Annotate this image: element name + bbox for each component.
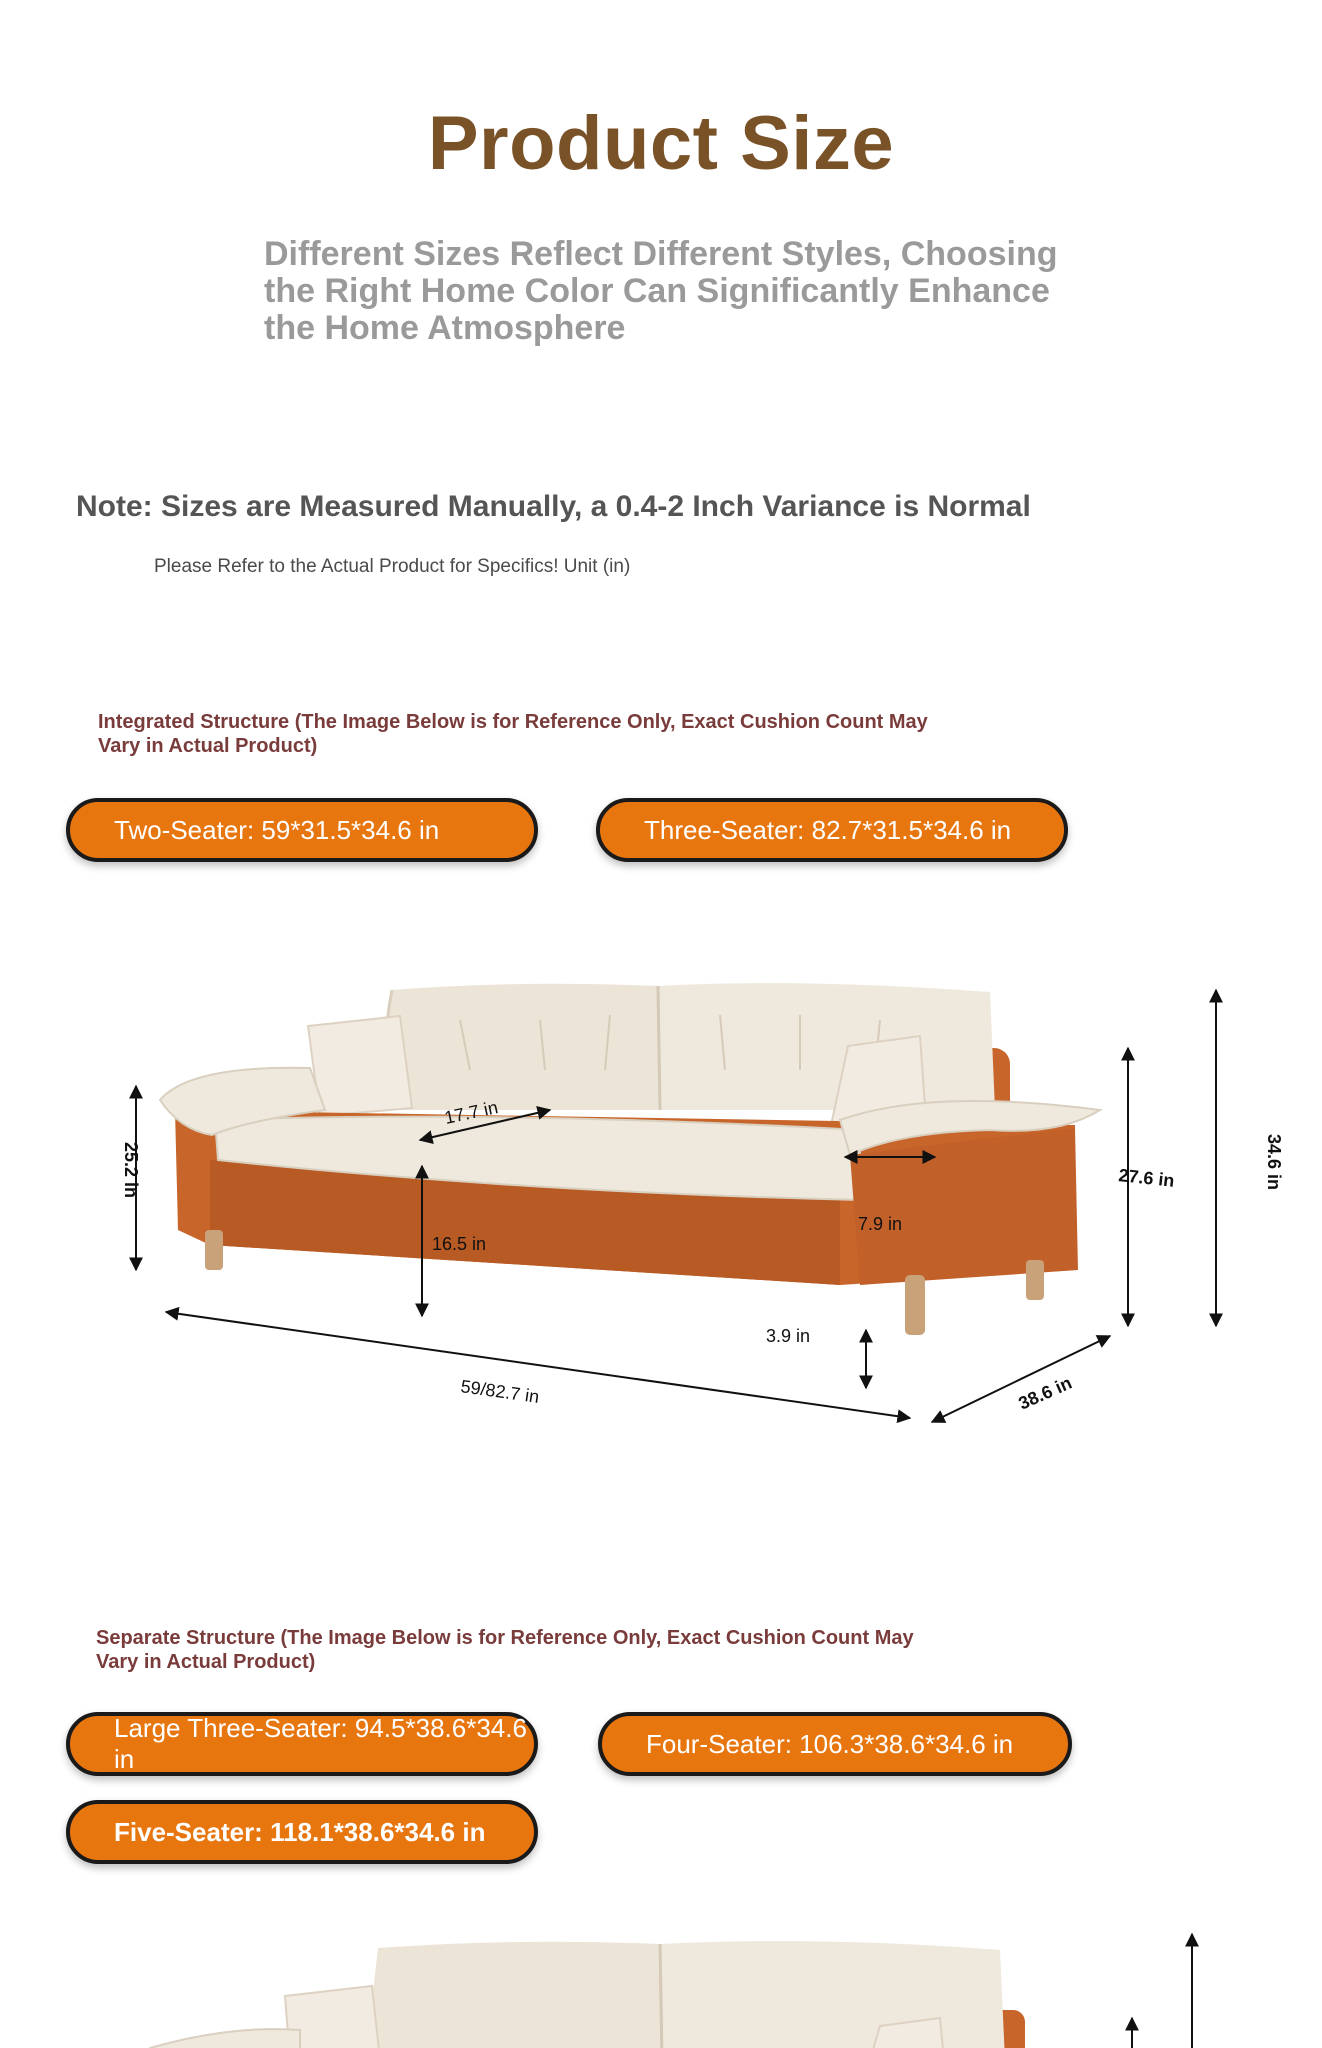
dim-leg-height: 3.9 in <box>766 1326 811 1346</box>
dim-length: 59/82.7 in <box>459 1376 541 1407</box>
dim-depth: 38.6 in <box>1015 1372 1075 1414</box>
page-subtitle: Different Sizes Reflect Different Styles, Choosing the Right Home Color Can Significantly Enhance the Home Atmosphere <box>264 235 1058 347</box>
sofa-dimension-diagram <box>0 960 1322 1460</box>
unit-note: Please Refer to the Actual Product for Specifics! Unit (in) <box>154 556 631 577</box>
measurement-note: Note: Sizes are Measured Manually, a 0.4-2 Inch Variance is Normal <box>76 490 1031 523</box>
dim-seat-depth: 17.7 in <box>442 1097 500 1128</box>
dim-arm-width: 7.9 in <box>858 1214 903 1234</box>
page-title: Product Size <box>427 101 895 186</box>
dim-arm-height: 25.2 in <box>121 1141 141 1199</box>
size-pill-large-three-seater: Large Three-Seater: 94.5*38.6*34.6 in <box>66 1712 538 1776</box>
size-pill-three-seater: Three-Seater: 82.7*31.5*34.6 in <box>596 798 1068 862</box>
dim-total-height: 34.6 in <box>1264 1133 1284 1191</box>
dim-seat-height: 16.5 in <box>432 1234 487 1254</box>
separate-structure-heading: Separate Structure (The Image Below is for Reference Only, Exact Cushion Count May Vary in Actual Product) <box>96 1627 914 1673</box>
integrated-structure-heading: Integrated Structure (The Image Below is for Reference Only, Exact Cushion Count May Vary in Actual Product) <box>98 711 928 757</box>
sofa-image <box>160 983 1100 1335</box>
sofa-image-separate <box>0 1930 1322 2048</box>
dim-back-height: 27.6 in <box>1117 1165 1176 1191</box>
size-pill-four-seater: Four-Seater: 106.3*38.6*34.6 in <box>598 1712 1072 1776</box>
size-pill-five-seater: Five-Seater: 118.1*38.6*34.6 in <box>66 1800 538 1864</box>
size-pill-two-seater: Two-Seater: 59*31.5*34.6 in <box>66 798 538 862</box>
